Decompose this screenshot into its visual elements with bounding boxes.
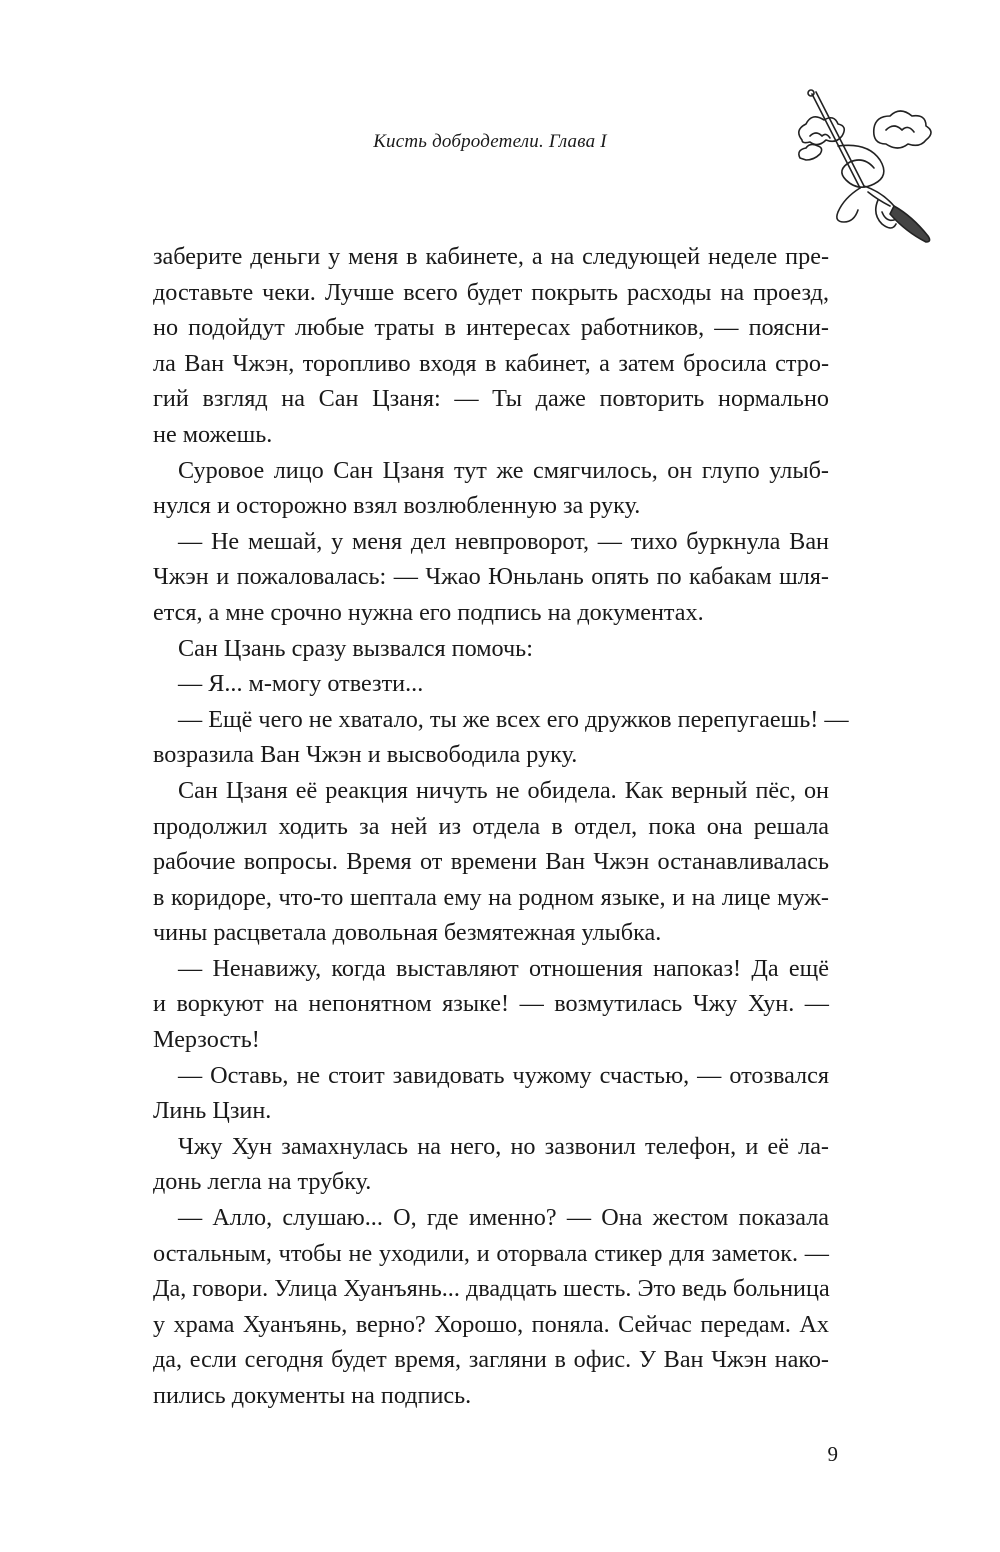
text-line: Сан Цзань сразу вызвался помочь: [178,634,533,662]
text-line: — Алло, слушаю... О, где именно? — Она жестом показала [178,1204,829,1232]
text-line: — Не мешай, у меня дел невпроворот, — тихо буркнула Ван [178,527,829,555]
text-line: но подойдут любые траты в интересах работников, — поясни- [153,314,829,342]
text-line: нулся и осторожно взял возлюбленную за руку. [153,492,641,520]
text-line: Чжу Хун замахнулась на него, но зазвонил телефон, и её ла- [178,1132,829,1160]
text-line: рабочие вопросы. Время от времени Ван Чжэн останавливалась [153,848,829,876]
text-line: пились документы на подпись. [153,1382,472,1409]
text-line: да, если сегодня будет время, загляни в офис. У Ван Чжэн нако- [153,1346,829,1374]
text-line: — Ещё чего не хватало, ты же всех его дружков перепугаешь! — [178,705,849,733]
text-line: не можешь. [153,420,273,448]
text-line: Мерзость! [153,1026,260,1054]
text-line: — Ненавижу, когда выставляют отношения напоказ! Да ещё [178,954,829,982]
text-line: Сан Цзаня её реакция ничуть не обидела. Как верный пёс, он [178,776,829,804]
text-line: ется, а мне срочно нужна его подпись на документах. [153,598,704,626]
brush-and-clouds-icon [790,88,940,248]
text-line: и воркуют на непонятном языке! — возмутилась Чжу Хун. — [153,990,829,1018]
text-line: продолжил ходить за ней из отдела в отдел, пока она решала [153,812,829,840]
text-line: у храма Хуанъянь, верно? Хорошо, поняла. Сейчас передам. Ах [153,1310,829,1338]
text-line: в коридоре, что-то шептала ему на родном языке, и на лице муж- [153,883,829,911]
text-line: гий взгляд на Сан Цзаня: — Ты даже повторить нормально [153,385,829,413]
text-line: заберите деньги у меня в кабинете, а на следующей неделе пре- [153,243,829,270]
running-head: Кисть добродетели. Глава I [373,131,607,152]
text-line: — Я... м-могу отвезти... [178,670,424,698]
text-line: возразила Ван Чжэн и высвободила руку. [153,741,578,769]
text-line: ла Ван Чжэн, торопливо входя в кабинет, а затем бросила стро- [153,349,829,377]
page-number: 9 [827,1442,838,1466]
text-line: Чжэн и пожаловалась: — Чжао Юньлань опять по кабакам шля- [153,563,829,591]
body-text [153,239,849,1414]
text-line: — Оставь, не стоит завидовать чужому счастью, — отозвался [178,1061,829,1089]
text-line: остальным, чтобы не уходили, и оторвала стикер для заметок. — [153,1239,829,1267]
text-line: Да, говори. Улица Хуанъянь... двадцать шесть. Это ведь больница [153,1275,830,1303]
text-line: донь легла на трубку. [153,1168,372,1196]
text-line: доставьте чеки. Лучше всего будет покрыть расходы на проезд, [153,278,829,306]
text-line: Линь Цзин. [153,1097,272,1125]
text-line: Суровое лицо Сан Цзаня тут же смягчилось, он глупо улыб- [178,456,829,484]
text-line: чины расцветала довольная безмятежная улыбка. [153,919,662,947]
